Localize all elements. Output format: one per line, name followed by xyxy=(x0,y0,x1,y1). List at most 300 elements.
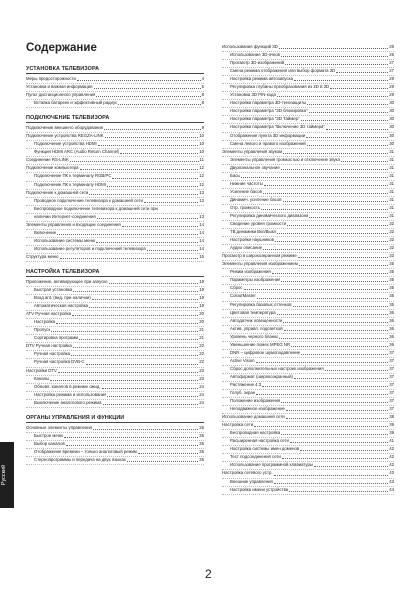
toc-entry-text: Проводное подключение телевизора к домашней сети xyxy=(34,197,143,203)
toc-leader-dots xyxy=(261,209,388,210)
toc-entry-text: Параметры изображения xyxy=(230,277,281,283)
toc-entry-page: 14 xyxy=(199,229,204,235)
toc-entry-text: Сброс дополнительных настроек изображения xyxy=(230,365,324,371)
toc-entry-text: Подключение устройства HDMI xyxy=(34,141,97,147)
toc-leader-dots xyxy=(51,331,198,332)
toc-entry-text: Отр. громкость xyxy=(230,204,261,210)
toc-entry-page: 19 xyxy=(199,303,204,309)
toc-section xyxy=(26,66,204,108)
toc-leader-dots xyxy=(60,258,199,259)
toc-section-title: ОРГАНЫ УПРАВЛЕНИЯ И ФУНКЦИИ xyxy=(26,415,204,423)
toc-entry-text: Аудио описание xyxy=(230,245,263,251)
toc-entry-text: Тест подсоединения сети xyxy=(230,454,281,460)
toc-entry-text: Уменьшение помех MPEG NR xyxy=(230,341,291,347)
toc-entry-text: DNR – цифровое шумоподавление xyxy=(230,349,301,355)
toc-entry-page: 35 xyxy=(389,269,394,275)
toc-entry-page: 30 xyxy=(389,140,394,146)
toc-entry-text: Структура меню xyxy=(26,253,59,259)
toc-entry-page: 13 xyxy=(199,189,204,195)
toc-leader-dots xyxy=(341,161,388,162)
toc-entry-page: 39 xyxy=(389,422,394,428)
toc-entry-page: 35 xyxy=(389,293,394,299)
toc-entry xyxy=(222,487,394,495)
toc-entry-text: Обновл. каналов в режиме ожид. xyxy=(34,383,101,389)
toc-leader-dots xyxy=(256,362,389,363)
toc-entry-page: 31 xyxy=(389,164,394,170)
toc-entry-text: Установка 3D PIN-кода xyxy=(230,92,276,98)
toc-entry-text: Регулировка динамического диапазона xyxy=(230,212,309,218)
toc-entry xyxy=(222,165,394,173)
toc-entry-page: 37 xyxy=(389,349,394,355)
toc-entry-text: Басы xyxy=(230,172,241,178)
toc-entry-text: Стереопрограммы и передача на двух языках xyxy=(34,456,126,462)
toc-leader-dots xyxy=(277,314,389,315)
toc-entry-page: 12 xyxy=(199,181,204,187)
toc-entry-page: 11 xyxy=(199,157,204,163)
toc-entry-page: 36 xyxy=(389,325,394,331)
toc-entry-text: Голуб. экран xyxy=(230,390,256,396)
toc-entry-text: Уровень черного бланко xyxy=(230,333,279,339)
toc-leader-dots xyxy=(118,104,200,105)
toc-entry-text: Растяжение 4:3 xyxy=(230,381,262,387)
toc-leader-dots xyxy=(96,242,198,243)
toc-leader-dots xyxy=(272,273,388,274)
toc-section-title: НАСТРОЙКА ТЕЛЕВИЗОРА xyxy=(26,269,204,277)
toc-entry-text: Подключение ПК к терминалу RGB/PC xyxy=(34,173,112,179)
toc-leader-dots xyxy=(289,491,388,492)
toc-leader-dots xyxy=(244,289,389,290)
toc-entry-text: Меры предосторожности xyxy=(26,76,76,81)
toc-entry xyxy=(26,319,204,327)
toc-leader-dots xyxy=(107,396,198,397)
toc-leader-dots xyxy=(284,330,389,331)
toc-leader-dots xyxy=(298,257,388,258)
toc-entry-page: 31 xyxy=(389,148,394,154)
toc-entry-text: Функция HDMI ARC (Audio Return Channel) xyxy=(34,149,120,155)
toc-entry-text: Элементы управления звуком xyxy=(222,148,283,154)
toc-entry-text: Использование системы меню xyxy=(34,237,96,243)
toc-entry-text: Выключение аналогового режима xyxy=(34,399,102,405)
toc-leader-dots xyxy=(138,453,198,454)
toc-leader-dots xyxy=(307,145,388,146)
toc-entry-text: Режим изображения xyxy=(230,269,271,275)
toc-entry-page: 30 xyxy=(389,132,394,138)
toc-leader-dots xyxy=(286,410,388,411)
toc-leader-dots xyxy=(127,461,198,462)
toc-entry-text: Просмотр в широкоэкранном режиме xyxy=(222,253,297,259)
toc-entry-text: Вход ant. (вид. при наличии) xyxy=(34,295,91,301)
toc-entry-page: 8 xyxy=(201,100,204,106)
toc-entry-page: 12 xyxy=(199,173,204,179)
toc-entry-text: Сведение уровня громкости xyxy=(230,221,287,227)
toc-entry-page: 12 xyxy=(199,165,204,171)
toc-entry-page: 25 xyxy=(199,440,204,446)
toc-entry-text: Цветовая температура xyxy=(230,309,276,315)
toc-entry-text: Настройки параметра "3D Таймер" xyxy=(230,116,300,122)
toc-entry-page: 13 xyxy=(199,213,204,219)
toc-leader-dots xyxy=(283,153,388,154)
toc-leader-dots xyxy=(104,129,201,130)
toc-entry-text: Настройка сети xyxy=(222,422,254,428)
language-label: Русский xyxy=(1,464,7,486)
toc-leader-dots xyxy=(112,178,198,179)
toc-left-column xyxy=(26,66,204,472)
toc-leader-dots xyxy=(89,194,198,195)
toc-entry-text: Подключение ПК к терминалу HDMI xyxy=(34,181,106,187)
toc-entry-page: 31 xyxy=(389,172,394,178)
toc-leader-dots xyxy=(64,437,198,438)
toc-entry-page: 35 xyxy=(389,301,394,307)
toc-leader-dots xyxy=(80,169,199,170)
toc-entry-page: 43 xyxy=(389,478,394,484)
toc-leader-dots xyxy=(79,339,198,340)
toc-entry-page: 14 xyxy=(199,237,204,243)
toc-leader-dots xyxy=(293,306,389,307)
toc-entry-page: 29 xyxy=(389,76,394,82)
toc-entry-page: 27 xyxy=(389,60,394,66)
toc-entry-page: 29 xyxy=(389,92,394,98)
toc-entry-text: Выбор каналов xyxy=(34,440,65,446)
toc-entry-text: Двухканальное звучание xyxy=(230,164,280,170)
toc-entry-page: 5 xyxy=(201,84,204,90)
toc-entry-page: 4 xyxy=(201,76,204,81)
toc-entry-text: Смена режима отображения или выбор формата 3D xyxy=(230,68,336,74)
toc-entry-page: 42 xyxy=(389,454,394,460)
toc-entry-page: 36 xyxy=(389,309,394,315)
toc-leader-dots xyxy=(287,225,388,226)
toc-entry-page: 31 xyxy=(389,188,394,194)
toc-entry-page: 10 xyxy=(199,141,204,147)
toc-entry xyxy=(26,100,204,108)
toc-entry-page: 19 xyxy=(199,278,204,284)
toc-leader-dots xyxy=(56,323,198,324)
toc-entry-text: Ручная настройка DVB-C xyxy=(34,359,85,365)
toc-entry-text: Подключение компьютера xyxy=(26,165,79,171)
toc-entry-text: Просмотр 3D-изображений xyxy=(230,60,285,66)
toc-entry-text: ATV Ручная настройка xyxy=(26,311,72,317)
toc-leader-dots xyxy=(122,226,199,227)
toc-entry-page: 30 xyxy=(389,108,394,114)
toc-entry-text: Active Vision xyxy=(230,357,255,363)
toc-entry-text: Настройка xyxy=(34,319,56,325)
toc-section-title: УСТАНОВКА ТЕЛЕВИЗОРА xyxy=(26,66,204,74)
toc-leader-dots xyxy=(283,322,388,323)
toc-entry-page: 32 xyxy=(389,221,394,227)
page-title: Содержание xyxy=(26,42,97,54)
toc-leader-dots xyxy=(325,370,389,371)
toc-entry-page: 20 xyxy=(199,319,204,325)
toc-leader-dots xyxy=(96,96,200,97)
toc-leader-dots xyxy=(263,193,388,194)
toc-leader-dots xyxy=(290,442,388,443)
toc-entry-text: Пульт дистанционного управления xyxy=(26,92,96,98)
toc-entry-text: Установка и важная информация xyxy=(26,84,93,90)
toc-entry-page: 31 xyxy=(389,180,394,186)
toc-entry-text: ТВ динамики Вкл/Выкл xyxy=(230,229,277,235)
toc-entry-page: 31 xyxy=(389,196,394,202)
toc-leader-dots xyxy=(257,298,388,299)
toc-leader-dots xyxy=(144,202,198,203)
toc-leader-dots xyxy=(264,185,388,186)
toc-entry-page: 38 xyxy=(389,414,394,420)
toc-entry-text: Настройки DTV xyxy=(26,367,57,373)
toc-entry-text: Элементы управления громкостью и отключение звука xyxy=(230,156,340,162)
toc-entry xyxy=(26,368,204,376)
toc-entry-text: Настройки наушников xyxy=(230,237,274,243)
toc-entry-page: 25 xyxy=(199,424,204,430)
toc-leader-dots xyxy=(279,338,388,339)
toc-leader-dots xyxy=(72,315,198,316)
toc-leader-dots xyxy=(94,88,201,89)
toc-entry-text: Настройка имени устройства xyxy=(230,486,289,492)
toc-entry-text: Настройки параметра 3D-тенезащиты xyxy=(230,100,307,106)
toc-leader-dots xyxy=(92,299,198,300)
toc-entry-text: Быстрая установка xyxy=(34,287,73,293)
toc-leader-dots xyxy=(282,458,388,459)
toc-entry-text: Сброс xyxy=(230,285,243,291)
toc-entry-text: Отображение времени – только аналоговый режим xyxy=(34,448,137,454)
toc-entry-text: Соединение RS-LINK xyxy=(26,157,69,163)
toc-leader-dots xyxy=(241,177,388,178)
toc-leader-dots xyxy=(300,450,388,451)
toc-entry-page: 14 xyxy=(199,221,204,227)
toc-entry-text: Отображение пункта 3D информации xyxy=(230,132,306,138)
toc-leader-dots xyxy=(306,137,388,138)
toc-entry-text: Расширенная настройка сети xyxy=(230,438,289,444)
toc-entry-page: 23 xyxy=(199,367,204,373)
toc-entry-page: 36 xyxy=(389,317,394,323)
toc-entry-page: 37 xyxy=(389,406,394,412)
toc-entry-page: 13 xyxy=(199,197,204,203)
toc-entry-text: Настройки параметра "Включение 3D таймера" xyxy=(230,124,325,130)
toc-leader-dots xyxy=(256,394,388,395)
toc-entry-page: 37 xyxy=(389,398,394,404)
toc-leader-dots xyxy=(279,48,388,49)
toc-entry-page: 44 xyxy=(389,486,394,492)
toc-entry-page: 37 xyxy=(389,390,394,396)
toc-leader-dots xyxy=(73,347,198,348)
toc-entry-text: Подключение к домашней сети xyxy=(26,189,89,195)
toc-entry-text: Использование домашней сети xyxy=(222,414,285,420)
toc-entry-page: 10 xyxy=(199,133,204,139)
toc-entry-text: Настройка режима и использования xyxy=(34,391,107,397)
toc-leader-dots xyxy=(105,137,199,138)
toc-leader-dots xyxy=(281,56,388,57)
toc-leader-dots xyxy=(102,388,199,389)
toc-entry-text: наличии Интернет-соединения xyxy=(34,213,96,219)
toc-entry-text: Приложение, активирующее при запуске xyxy=(26,278,108,284)
toc-leader-dots xyxy=(89,307,198,308)
toc-section xyxy=(26,115,204,262)
toc-entry-page: 27 xyxy=(389,68,394,74)
toc-entry-page: 43 xyxy=(389,470,394,476)
toc-entry-page: 22 xyxy=(199,359,204,365)
toc-entry-page: 8 xyxy=(201,92,204,98)
toc-entry-page: 19 xyxy=(199,295,204,301)
toc-entry-text: Регулировка глубины преобразования из 2D в 3D xyxy=(230,84,330,90)
toc-leader-dots xyxy=(294,80,388,81)
toc-leader-dots xyxy=(50,380,198,381)
toc-leader-dots xyxy=(285,64,388,65)
toc-leader-dots xyxy=(330,88,388,89)
toc-entry-text: Использование программной клавиатуры xyxy=(230,462,314,468)
toc-leader-dots xyxy=(147,250,198,251)
toc-entry-page: 25 xyxy=(199,432,204,438)
toc-entry-page: 9 xyxy=(201,125,204,131)
toc-entry-page: 22 xyxy=(199,343,204,349)
toc-right-column xyxy=(222,44,394,495)
toc-entry-page: 37 xyxy=(389,365,394,371)
toc-leader-dots xyxy=(277,96,388,97)
toc-leader-dots xyxy=(309,217,388,218)
language-side-tab xyxy=(0,442,14,508)
toc-leader-dots xyxy=(107,186,198,187)
toc-entry-page: 14 xyxy=(199,245,204,251)
toc-entry-page: 35 xyxy=(389,277,394,283)
toc-leader-dots xyxy=(73,291,198,292)
toc-leader-dots xyxy=(299,265,388,266)
toc-leader-dots xyxy=(77,80,201,81)
toc-leader-dots xyxy=(286,418,389,419)
toc-entry-text: Сортировка программ xyxy=(34,335,79,341)
toc-entry-page: 32 xyxy=(389,245,394,251)
toc-entry-text: Использование регуляторов и подключений телевизора xyxy=(34,245,146,251)
toc-entry-text: Настройки параметра "3D блокировка" xyxy=(230,108,308,114)
toc-entry-page: 21 xyxy=(199,327,204,333)
toc-entry-page: 35 xyxy=(389,285,394,291)
toc-leader-dots xyxy=(98,145,198,146)
toc-entry-page: 22 xyxy=(199,351,204,357)
toc-entry xyxy=(26,457,204,465)
toc-leader-dots xyxy=(283,201,389,202)
toc-entry-text: DTV Ручная настройка xyxy=(26,343,72,349)
toc-entry xyxy=(222,277,394,285)
toc-entry-text: Пропуск xyxy=(34,327,51,333)
toc-leader-dots xyxy=(314,466,388,467)
toc-entry-page: 21 xyxy=(199,335,204,341)
toc-entry-text: Элементы управления изображением xyxy=(222,261,298,267)
toc-leader-dots xyxy=(301,354,388,355)
toc-leader-dots xyxy=(301,120,389,121)
toc-entry-page: 29 xyxy=(389,84,394,90)
toc-entry-text: Беспроводная настройка xyxy=(230,430,281,436)
toc-entry-page: 20 xyxy=(199,311,204,317)
toc-leader-dots xyxy=(326,129,388,130)
toc-entry-text: Внешние управления xyxy=(230,478,273,484)
toc-leader-dots xyxy=(336,72,388,73)
toc-entry-text: Автоформат (широкоэкранный) xyxy=(230,373,293,379)
toc-section xyxy=(26,269,204,408)
toc-entry-page: 31 xyxy=(389,204,394,210)
toc-leader-dots xyxy=(294,378,388,379)
toc-entry-page: 37 xyxy=(389,357,394,363)
toc-leader-dots xyxy=(263,249,388,250)
toc-entry-text: Использование 3D-очков xyxy=(230,52,280,58)
toc-entry-text: Смена левого и правого изображений xyxy=(230,140,306,146)
toc-leader-dots xyxy=(58,372,198,373)
toc-entry-text: Подключение внешнего оборудования xyxy=(26,125,103,131)
toc-entry-text: Положение изображения xyxy=(230,398,281,404)
toc-entry-page: 31 xyxy=(389,212,394,218)
toc-leader-dots xyxy=(274,475,389,476)
toc-entry-text: Основные элементы управления xyxy=(26,424,92,430)
toc-entry-text: Динамич. усиление басов xyxy=(230,196,282,202)
toc-entry-text: Усиление басов xyxy=(230,188,262,194)
toc-entry-text: Автоматическая настройка xyxy=(34,303,89,309)
toc-section xyxy=(26,415,204,465)
toc-leader-dots xyxy=(262,386,388,387)
toc-entry-page: 36 xyxy=(389,341,394,347)
toc-entry-page: 24 xyxy=(199,399,204,405)
toc-entry-text: Ручная настройка xyxy=(34,351,70,357)
toc-entry-text: Нижние частоты xyxy=(230,180,263,186)
toc-entry-text: Неподвижное изображение xyxy=(230,406,285,412)
toc-entry-page: 24 xyxy=(199,391,204,397)
toc-entry-page: 23 xyxy=(199,375,204,381)
toc-entry-page: 25 xyxy=(199,456,204,462)
toc-entry-text: Актив. управл. подсветкой xyxy=(230,325,283,331)
toc-entry-text: Каналы xyxy=(34,375,50,381)
toc-entry-text: Включение xyxy=(34,229,57,235)
toc-entry-page: 41 xyxy=(389,438,394,444)
toc-leader-dots xyxy=(281,434,388,435)
toc-entry-page: 25 xyxy=(199,448,204,454)
toc-entry-page: 36 xyxy=(389,333,394,339)
toc-section-title: ПОДКЛЮЧЕНИЕ ТЕЛЕВИЗОРА xyxy=(26,115,204,123)
toc-entry-page: 26 xyxy=(389,44,394,49)
toc-leader-dots xyxy=(254,426,388,427)
toc-leader-dots xyxy=(281,169,389,170)
toc-entry-page: 31 xyxy=(389,156,394,162)
toc-entry-page: 35 xyxy=(389,261,394,267)
toc-entry-text: Элементы управления и входящие соединения xyxy=(26,221,121,227)
toc-leader-dots xyxy=(307,104,388,105)
toc-leader-dots xyxy=(86,364,199,365)
toc-entry-page: 32 xyxy=(389,237,394,243)
toc-leader-dots xyxy=(93,429,198,430)
toc-entry-page: 24 xyxy=(199,383,204,389)
toc-entry-page: 30 xyxy=(389,116,394,122)
toc-entry-page: 37 xyxy=(389,381,394,387)
toc-entry-text: Вставка батареек и эффективный радиус xyxy=(34,100,118,106)
toc-leader-dots xyxy=(120,153,198,154)
toc-entry-text: Быстрое меню xyxy=(34,432,64,438)
toc-entry-page: 32 xyxy=(389,229,394,235)
toc-entry-page: 10 xyxy=(199,149,204,155)
toc-leader-dots xyxy=(274,483,388,484)
toc-entry-text: Регулировка базовых оттенков xyxy=(230,301,292,307)
toc-entry-text: Настройка системы имен доменов xyxy=(230,446,300,452)
toc-leader-dots xyxy=(109,283,199,284)
toc-leader-dots xyxy=(275,241,388,242)
toc-entry-text: ColourMaster xyxy=(230,293,256,299)
toc-leader-dots xyxy=(66,445,198,446)
toc-leader-dots xyxy=(57,234,198,235)
toc-leader-dots xyxy=(97,218,198,219)
toc-entry xyxy=(26,400,204,408)
toc-entry-page: 19 xyxy=(199,287,204,293)
page-number: 2 xyxy=(205,567,212,581)
toc-entry-text: Настройка сетевого устр. xyxy=(222,470,273,476)
toc-entry xyxy=(26,254,204,262)
toc-leader-dots xyxy=(71,355,198,356)
toc-leader-dots xyxy=(277,233,388,234)
toc-leader-dots xyxy=(291,346,388,347)
toc-entry-page: 37 xyxy=(389,373,394,379)
toc-entry-text: Беспроводное подключение телевизора к домашней сети при xyxy=(34,205,158,211)
toc-entry-page: 26 xyxy=(389,52,394,58)
toc-entry-page: 33 xyxy=(389,253,394,259)
